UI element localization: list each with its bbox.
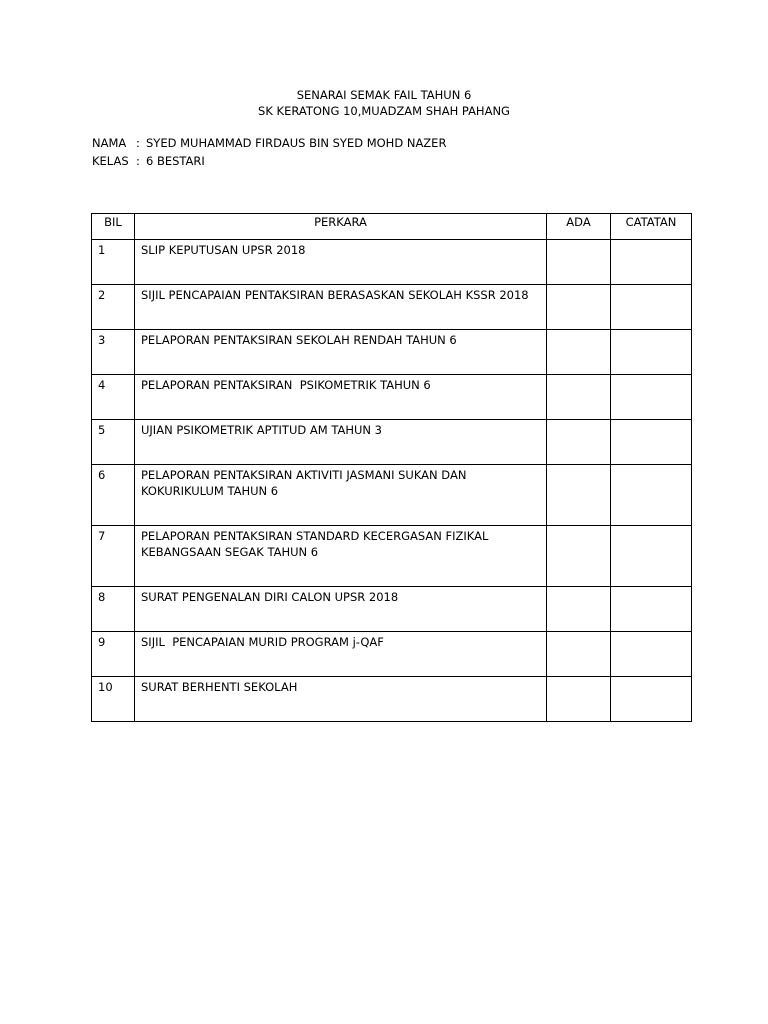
catatan-cell[interactable] [611, 677, 692, 722]
perkara-cell: PELAPORAN PENTAKSIRAN AKTIVITI JASMANI SUKAN DAN KOKURIKULUM TAHUN 6 [135, 465, 547, 526]
student-class-row [92, 153, 205, 169]
ada-cell[interactable] [547, 375, 611, 420]
table-row [92, 375, 692, 420]
table-row [92, 587, 692, 632]
perkara-cell: SURAT BERHENTI SEKOLAH [135, 677, 547, 722]
ada-cell[interactable] [547, 240, 611, 285]
school-name: SK KERATONG 10,MUADZAM SHAH PAHANG [258, 104, 510, 118]
catatan-cell[interactable] [611, 587, 692, 632]
header-perkara: PERKARA [135, 214, 547, 240]
table-row [92, 420, 692, 465]
table-row [92, 330, 692, 375]
bil-cell: 7 [92, 526, 135, 587]
header-catatan: CATATAN [611, 214, 692, 240]
header-ada: ADA [547, 214, 611, 240]
bil-cell: 6 [92, 465, 135, 526]
header-bil: BIL [92, 214, 135, 240]
bil-cell: 4 [92, 375, 135, 420]
perkara-cell: SIJIL PENCAPAIAN PENTAKSIRAN BERASASKAN SEKOLAH KSSR 2018 [135, 285, 547, 330]
ada-cell[interactable] [547, 677, 611, 722]
perkara-cell: UJIAN PSIKOMETRIK APTITUD AM TAHUN 3 [135, 420, 547, 465]
ada-cell[interactable] [547, 632, 611, 677]
class-label: KELAS [92, 154, 129, 168]
student-name-row [92, 135, 446, 151]
catatan-cell[interactable] [611, 375, 692, 420]
table-row [92, 526, 692, 587]
catatan-cell[interactable] [611, 526, 692, 587]
student-class: 6 BESTARI [146, 154, 205, 168]
perkara-cell: SLIP KEPUTUSAN UPSR 2018 [135, 240, 547, 285]
bil-cell: 5 [92, 420, 135, 465]
checklist-table [91, 213, 692, 722]
ada-cell[interactable] [547, 526, 611, 587]
student-name: SYED MUHAMMAD FIRDAUS BIN SYED MOHD NAZER [146, 136, 447, 150]
table-row [92, 285, 692, 330]
document-title: SENARAI SEMAK FAIL TAHUN 6 [296, 88, 472, 102]
table-header-row [92, 214, 692, 240]
ada-cell[interactable] [547, 420, 611, 465]
perkara-cell: SIJIL PENCAPAIAN MURID PROGRAM j-QAF [135, 632, 547, 677]
table-row [92, 677, 692, 722]
table-row [92, 632, 692, 677]
perkara-cell: PELAPORAN PENTAKSIRAN SEKOLAH RENDAH TAHUN 6 [135, 330, 547, 375]
bil-cell: 1 [92, 240, 135, 285]
catatan-cell[interactable] [611, 632, 692, 677]
table-row [92, 465, 692, 526]
bil-cell: 2 [92, 285, 135, 330]
catatan-cell[interactable] [611, 240, 692, 285]
ada-cell[interactable] [547, 285, 611, 330]
catatan-cell[interactable] [611, 465, 692, 526]
ada-cell[interactable] [547, 465, 611, 526]
name-label: NAMA [92, 136, 127, 150]
catatan-cell[interactable] [611, 330, 692, 375]
name-separator: : [136, 136, 140, 150]
catatan-cell[interactable] [611, 420, 692, 465]
perkara-cell: SURAT PENGENALAN DIRI CALON UPSR 2018 [135, 587, 547, 632]
ada-cell[interactable] [547, 587, 611, 632]
perkara-cell: PELAPORAN PENTAKSIRAN STANDARD KECERGASAN FIZIKAL KEBANGSAAN SEGAK TAHUN 6 [135, 526, 547, 587]
bil-cell: 9 [92, 632, 135, 677]
bil-cell: 3 [92, 330, 135, 375]
bil-cell: 8 [92, 587, 135, 632]
bil-cell: 10 [92, 677, 135, 722]
class-separator: : [136, 154, 140, 168]
ada-cell[interactable] [547, 330, 611, 375]
table-row [92, 240, 692, 285]
perkara-cell: PELAPORAN PENTAKSIRAN PSIKOMETRIK TAHUN 6 [135, 375, 547, 420]
catatan-cell[interactable] [611, 285, 692, 330]
